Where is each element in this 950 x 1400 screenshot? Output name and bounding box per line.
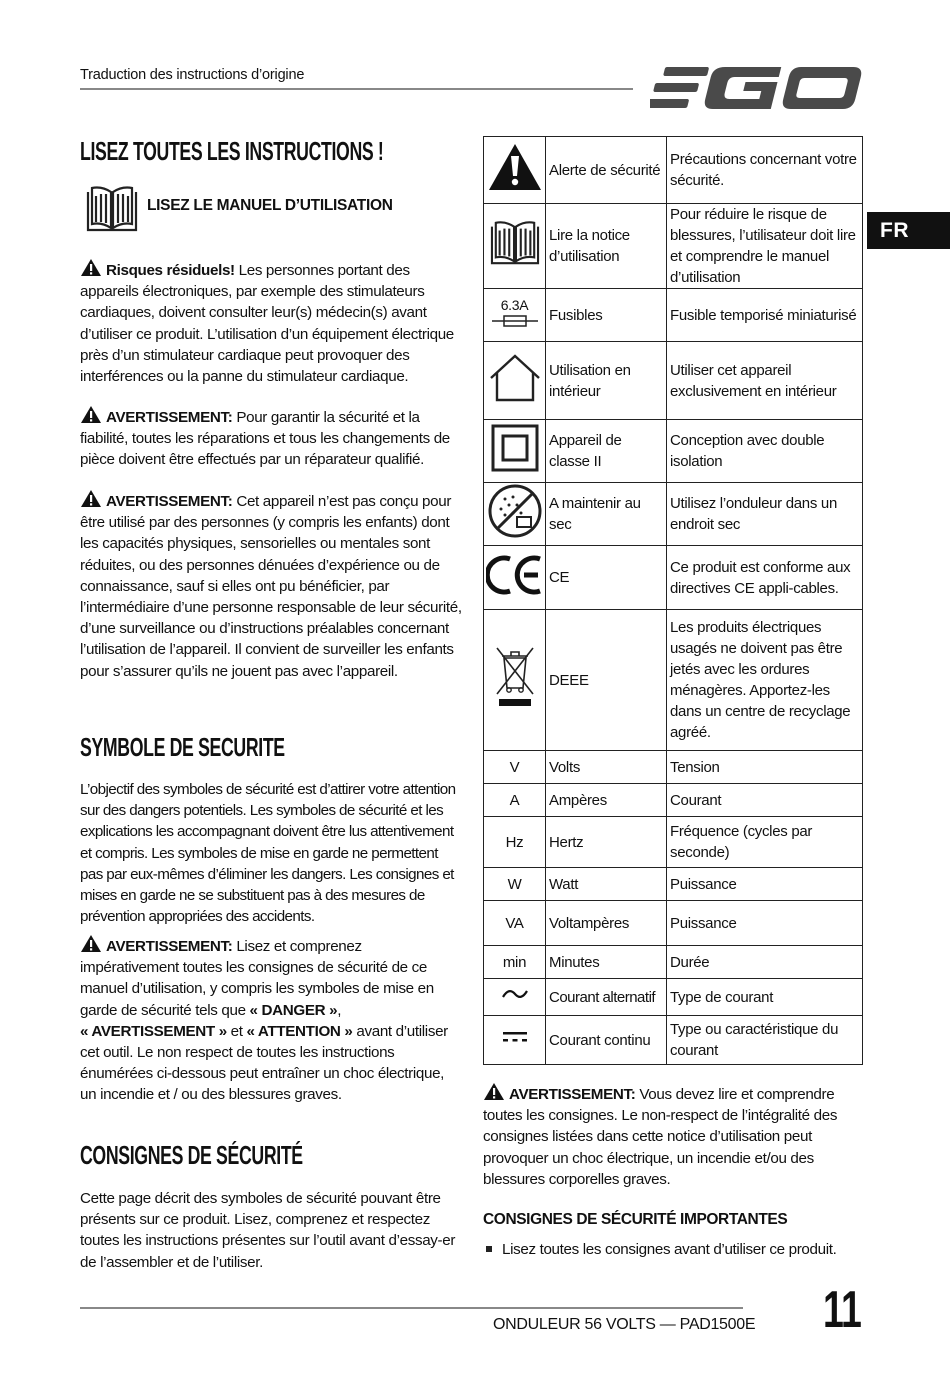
manual-label: LISEZ LE MANUEL D’UTILISATION (147, 197, 393, 214)
symbol-cell: W (484, 868, 546, 901)
symbol-cell: min (484, 946, 546, 979)
symbol-cell (484, 610, 546, 751)
warning-text: Pour garantir la sécurité et la fiabilité, toutes les réparations et tous les changements de pièce doivent être effectués par un réparateur qualifié. (80, 409, 450, 469)
symbol-cell (484, 979, 546, 1016)
symbol-name: DEEE (546, 610, 667, 751)
symbol-cell (484, 204, 546, 289)
table-row (484, 342, 863, 420)
residual-title: Risques résiduels! (106, 262, 235, 279)
footer-text: ONDULEUR 56 VOLTS — PAD1500E (493, 1316, 756, 1333)
symbol-name: A maintenir au sec (546, 483, 667, 546)
table-row (484, 901, 863, 946)
warning-title: AVERTISSEMENT: (106, 493, 233, 510)
et-text: et (226, 1022, 247, 1040)
symbol-cell: VA (484, 901, 546, 946)
warning-text: Lisez et comprenez impérativement toutes les consignes de sécurité de ce manuel d’utilisation, y compris les symboles de mise en garde de sécurité tels que (80, 938, 434, 1019)
symbol-cell (484, 342, 546, 420)
ego-logo-graphic (650, 64, 862, 112)
heading-symbole: SYMBOLE DE SECURITE (80, 732, 285, 762)
symbol-name: Volts (546, 751, 667, 784)
symbol-description: Type de courant (667, 979, 863, 1016)
symbol-cell: V (484, 751, 546, 784)
symbol-name: Utilisation en intérieur (546, 342, 667, 420)
fuse-icon (490, 314, 540, 328)
symbol-description: Ce produit est conforme aux directives CE appli-cables. (667, 546, 863, 610)
symbol-description: Les produits électriques usagés ne doivent pas être jetés avec les ordures ménagères. Apportez-les dans un centre de recyclage agréé. (667, 610, 863, 751)
ce-mark-icon (486, 553, 544, 597)
danger-label: « DANGER » (249, 1001, 338, 1019)
table-row (484, 1016, 863, 1065)
table-row (484, 946, 863, 979)
symbol-name: Ampères (546, 784, 667, 817)
symbol-cell (484, 1016, 546, 1065)
symbol-description: Durée (667, 946, 863, 979)
symbol-table (483, 136, 863, 1065)
symbol-cell (484, 546, 546, 610)
keep-dry-icon (487, 483, 543, 539)
warning-title: AVERTISSEMENT: (106, 409, 233, 426)
table-row (484, 817, 863, 868)
avertissement-label: « AVERTISSEMENT » (80, 1022, 227, 1040)
symbol-cell (484, 483, 546, 546)
bullet-text: Lisez toutes les consignes avant d’utiliser ce produit. (502, 1241, 837, 1258)
warning-consignes-paragraph (80, 934, 463, 1106)
table-row (484, 751, 863, 784)
table-row (484, 420, 863, 483)
heading-lisez: LISEZ TOUTES LES INSTRUCTIONS ! (80, 136, 384, 166)
manual-book-icon (84, 184, 140, 239)
dc-current-icon (500, 1029, 530, 1045)
header-rule (80, 88, 633, 90)
warning-right-paragraph (483, 1082, 868, 1190)
table-row (484, 979, 863, 1016)
heading-consignes: CONSIGNES DE SÉCURITÉ (80, 1140, 303, 1170)
ac-current-icon (500, 986, 530, 1002)
warning-triangle-icon (483, 1082, 505, 1101)
fuse-rating: 6.3A (500, 296, 529, 313)
warning-triangle-icon (487, 142, 543, 192)
symbol-description: Type ou caractéristique du courant (667, 1016, 863, 1065)
header-text: Traduction des instructions d’origine (80, 67, 305, 83)
symbol-cell: Hz (484, 817, 546, 868)
symbol-name: Voltampères (546, 901, 667, 946)
warning-title: AVERTISSEMENT: (106, 938, 233, 955)
warning-triangle-icon (80, 258, 102, 277)
symbol-description: Fréquence (cycles par seconde) (667, 817, 863, 868)
warning-triangle-icon (80, 934, 102, 953)
symbol-description: Tension (667, 751, 863, 784)
table-row (484, 204, 863, 289)
warning-text: Cet appareil n’est pas conçu pour être utilisé par des personnes (y compris les enfants) dont les capacités physiques, sensorielles ou mentales sont réduites, ou des personnes dénuées d’expérience ou de connaissance, sauf si elles ont pu bénéficier, par l’intermédiaire d’une personne responsable de leur sécurité, d’une surveillance ou d’instructions préalables concernant l’utilisation de l’appareil. Il convient de surveiller les enfants pour s’assurer qu’ils ne jouent pas avec l’appareil. (80, 493, 462, 680)
weee-bin-icon (493, 646, 537, 708)
symbol-cell (484, 420, 546, 483)
symbol-name: Fusibles (546, 289, 667, 342)
symbole-paragraph: L’objectif des symboles de sécurité est d’attirer votre attention sur des dangers potentiels. Les symboles de sécurité et les explications les accompagnant doivent être lus attentivement et compris. Les symboles de mise en garde ne permettent pas par eux-mêmes d’éliminer les dangers. Les consignes et mises en garde ne se substituent pas à des mesures de prévention appropriées des accidents. (80, 781, 456, 926)
warning-repairs-paragraph (80, 405, 463, 471)
symbol-cell (484, 289, 546, 342)
symbol-name: Watt (546, 868, 667, 901)
symbol-name: Minutes (546, 946, 667, 979)
symbol-name: Courant continu (546, 1016, 667, 1065)
warning-triangle-icon (80, 489, 102, 508)
symbol-cell (484, 137, 546, 204)
symbol-description: Pour réduire le risque de blessures, l’utilisateur doit lire et comprendre le manuel d’utilisation (667, 204, 863, 289)
symbol-name: Alerte de sécurité (546, 137, 667, 204)
table-row (484, 546, 863, 610)
page-number: 11 (823, 1281, 862, 1339)
residual-risk-paragraph (80, 258, 463, 387)
symbol-cell: A (484, 784, 546, 817)
language-tab: FR (867, 212, 950, 249)
warning-title: AVERTISSEMENT: (509, 1086, 636, 1103)
warning-users-paragraph (80, 489, 463, 682)
symbol-name: Lire la notice d’utilisation (546, 204, 667, 289)
comma: , (337, 1001, 342, 1019)
symbol-description: Conception avec double isolation (667, 420, 863, 483)
attention-label: « ATTENTION » (246, 1022, 353, 1040)
table-row (484, 868, 863, 901)
consignes-paragraph: Cette page décrit des symboles de sécurité pouvant être présents sur ce produit. Lisez, comprenez et respectez toutes les instructions présentes sur l’outil avant d’essay-er de l’assembler et de l’utiliser. (80, 1190, 456, 1271)
symbol-name: Hertz (546, 817, 667, 868)
table-row (484, 483, 863, 546)
manual-book-icon (488, 219, 542, 267)
warning-text: Vous devez lire et comprendre toutes les consignes. Le non-respect de l’intégralité des consignes listées dans cette notice d’utilisation peut provoquer un choc électrique, un incendie et/ou des blessures corporelles graves. (483, 1086, 838, 1188)
table-row (484, 289, 863, 342)
warning-triangle-icon (80, 405, 102, 424)
symbol-description: Puissance (667, 901, 863, 946)
ego-logo (650, 64, 862, 117)
symbol-description: Courant (667, 784, 863, 817)
symbol-description: Utiliser cet appareil exclusivement en intérieur (667, 342, 863, 420)
symbol-name: Courant alternatif (546, 979, 667, 1016)
class-ii-icon (490, 423, 540, 473)
symbol-description: Puissance (667, 868, 863, 901)
table-row (484, 610, 863, 751)
symbol-description: Utilisez l’onduleur dans un endroit sec (667, 483, 863, 546)
symbol-name: CE (546, 546, 667, 610)
warning-text-end: avant d’utiliser cet outil. Le non respect de toutes les instructions énumérées ci-dessous peut entraîner un choc électrique, un incendie et / ou des blessures graves. (80, 1022, 448, 1104)
bullet-item (483, 1239, 868, 1260)
table-row (484, 784, 863, 817)
footer-rule (80, 1307, 743, 1309)
house-icon (487, 352, 543, 404)
important-subheading: CONSIGNES DE SÉCURITÉ IMPORTANTES (483, 1211, 788, 1228)
symbol-name: Appareil de classe II (546, 420, 667, 483)
table-row (484, 137, 863, 204)
symbol-description: Fusible temporisé miniaturisé (667, 289, 863, 342)
residual-text: Les personnes portant des appareils électroniques, par exemple des stimulateurs cardiaques, doivent consulter leur(s) médecin(s) avant d’utiliser ce produit. L’utilisation d’un équipement électrique près d’un stimulateur cardiaque peut provoquer des interférences ou la panne du stimulateur cardiaque. (80, 262, 454, 386)
symbol-description: Précautions concernant votre sécurité. (667, 137, 863, 204)
bullet-icon (486, 1246, 492, 1252)
